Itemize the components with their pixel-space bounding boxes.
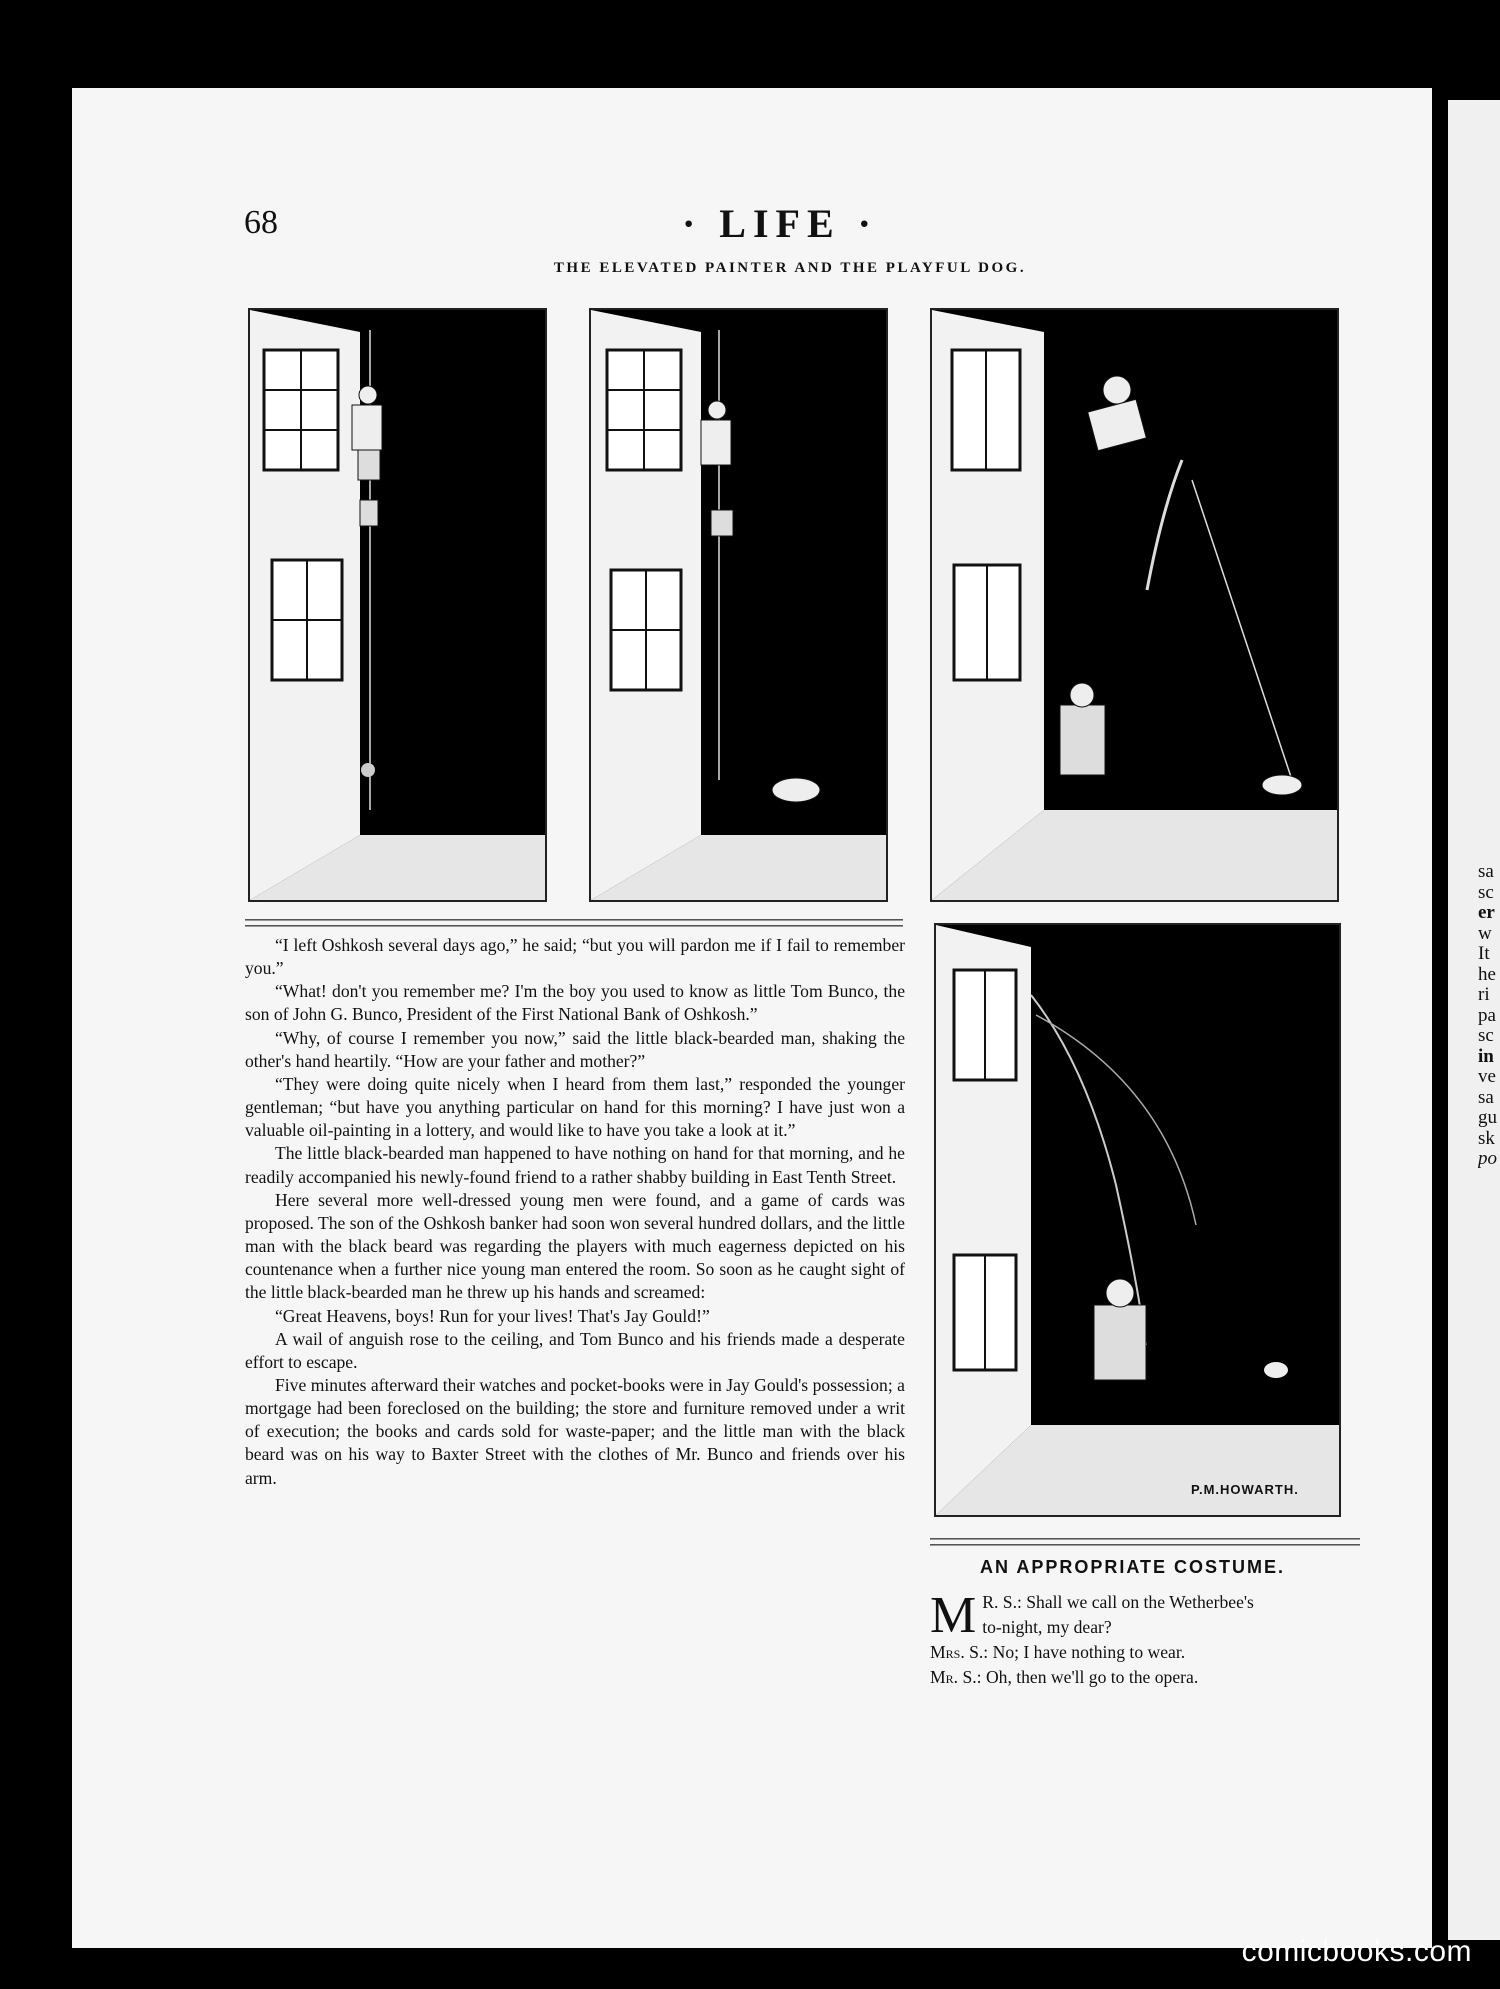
artist-signature: P.M.HOWARTH.	[1191, 1482, 1299, 1497]
article-top-rule-2	[245, 925, 903, 927]
fragment: in	[1478, 1045, 1494, 1067]
speaker-label: Mr. S.:	[930, 1667, 982, 1687]
panel-3-illustration	[932, 310, 1337, 900]
fragment: sc	[1478, 1025, 1494, 1046]
facing-page-text-fragments	[1478, 862, 1500, 1170]
dialog-text: Oh, then we'll go to the opera.	[985, 1667, 1199, 1687]
costume-top-rule-2	[930, 1544, 1360, 1546]
dialog-text: No; I have nothing to wear.	[992, 1642, 1186, 1662]
fragment: sa	[1478, 862, 1494, 882]
fragment: po	[1478, 1148, 1497, 1169]
fragment: ri	[1478, 984, 1490, 1005]
masthead-title: · LIFE ·	[681, 201, 879, 246]
cartoon-panel-2	[589, 308, 888, 902]
fragment: er	[1478, 902, 1495, 923]
cartoon-title: THE ELEVATED PAINTER AND THE PLAYFUL DOG.	[553, 260, 1027, 276]
fragment: pa	[1478, 1004, 1496, 1026]
fragment: gu	[1478, 1107, 1497, 1128]
article-paragraph: Five minutes afterward their watches and pocket-books were in Jay Gould's possession; a mortgage had been foreclosed on the building; the store and furniture removed under a writ of execution; the books and cards sold for waste-paper; and the little man with the black beard was on his way to Baxter Street with the clothes of Mr. Bunco and friends over his arm.	[245, 1374, 905, 1488]
costume-top-rule	[930, 1538, 1360, 1540]
article-paragraph: “What! don't you remember me? I'm the boy you used to know as little Tom Bunco, the son of John G. Bunco, President of the First National Bank of Oshkosh.”	[245, 981, 905, 1025]
panel-2-illustration	[591, 310, 886, 900]
dialog-line-1	[930, 1590, 1370, 1615]
article-paragraph: “Why, of course I remember you now,” said the little black-bearded man, shaking the other's hand heartily. “How are your father and mother?”	[245, 1027, 905, 1071]
article-paragraph: The little black-bearded man happened to have nothing on hand for that morning, and he readily accompanied his newly-found friend to a rather shabby building in East Tenth Street.	[245, 1143, 905, 1187]
page-number: 68	[244, 204, 278, 241]
speaker-label: Mrs. S.:	[930, 1642, 989, 1662]
costume-title: AN APPROPRIATE COSTUME.	[979, 1557, 1285, 1577]
article-paragraph: A wail of anguish rose to the ceiling, and Tom Bunco and his friends made a desperate effort to escape.	[245, 1328, 905, 1372]
dialog-line-2	[930, 1640, 1370, 1665]
speaker-label: R. S.:	[982, 1592, 1022, 1612]
article-paragraph: “They were doing quite nicely when I heard from them last,” responded the younger gentleman; “but have you anything particular on hand for this morning? I have just won a valuable oil-painting in a lottery, and would like to have you take a look at it.”	[245, 1073, 905, 1141]
costume-dialog	[930, 1587, 1370, 1690]
fragment: he	[1478, 963, 1496, 985]
article-text	[245, 934, 905, 1490]
fragment: sc	[1478, 881, 1494, 903]
article-paragraph: “Great Heavens, boys! Run for your lives! That's Jay Gould!”	[275, 1305, 710, 1326]
dialog-line-3	[930, 1665, 1370, 1690]
panel-1-illustration	[250, 310, 545, 900]
panel-4-illustration	[936, 925, 1339, 1515]
cartoon-panel-1	[248, 308, 547, 902]
dialog-text: Shall we call on the Wetherbee's	[1026, 1592, 1254, 1612]
dialog-line-1-continued: to-night, my dear?	[982, 1617, 1112, 1637]
article-paragraph: Here several more well-dressed young men were found, and a game of cards was proposed. The son of the Oshkosh banker had soon won several hundred dollars, and the little man with the black beard was regarding the players with much eagerness depicted on his countenance when a further nice young man entered the room. So soon as he caught sight of the little black-bearded man he threw up his hands and screamed:	[245, 1189, 905, 1303]
fragment: sa	[1478, 1086, 1494, 1108]
article-paragraph: “I left Oshkosh several days ago,” he said; “but you will pardon me if I fail to remember you.”	[245, 935, 905, 979]
cartoon-panel-3	[930, 308, 1339, 902]
fragment: w	[1478, 922, 1492, 944]
fragment: It	[1478, 943, 1490, 964]
fragment: ve	[1478, 1066, 1496, 1087]
site-watermark: comicbooks.com	[1241, 1935, 1472, 1968]
fragment: sk	[1478, 1127, 1495, 1149]
drop-cap: M	[930, 1587, 977, 1644]
article-top-rule	[245, 919, 903, 921]
cartoon-panel-4	[934, 923, 1341, 1517]
